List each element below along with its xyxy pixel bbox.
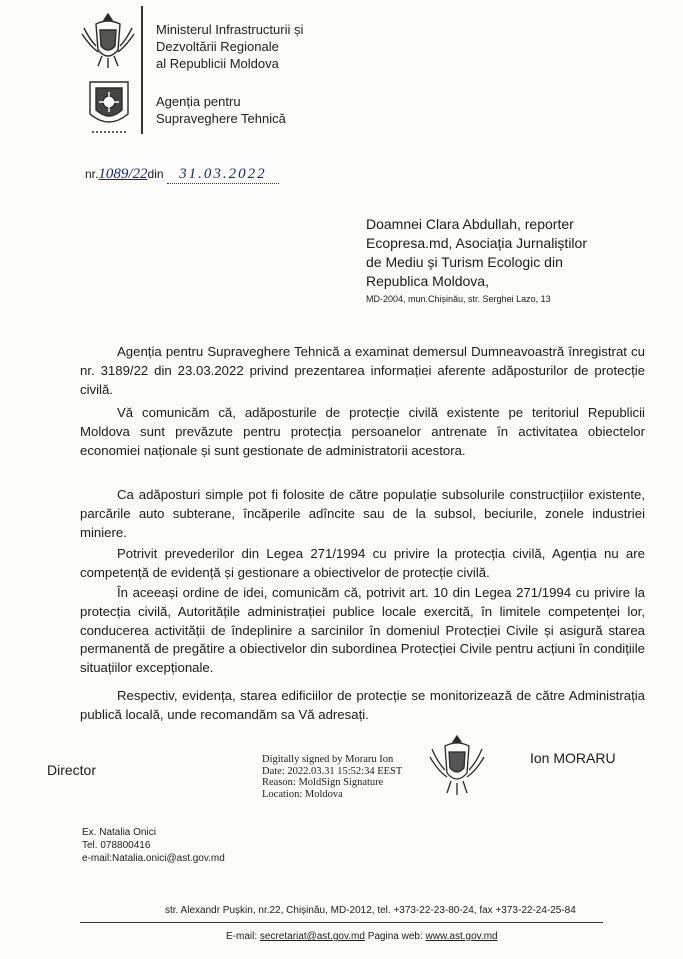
reference-date: 31.03.2022	[167, 166, 279, 184]
reference-din: din	[147, 167, 164, 181]
signature-coat-of-arms-icon	[428, 733, 486, 799]
paragraph-3	[80, 486, 645, 542]
signatory-name: Ion MORARU	[530, 750, 616, 766]
footer-email-label: E-mail:	[226, 931, 258, 942]
reference-number-value: 1089/22	[98, 166, 148, 182]
footer-contacts	[226, 931, 498, 942]
digital-signature-line-4: Location: Moldova	[262, 788, 343, 800]
reference-number	[85, 166, 279, 184]
paragraph-4	[80, 545, 645, 583]
agency-line-2: Supraveghere Tehnică	[156, 111, 286, 126]
executor-name: Ex. Natalia Onici	[82, 827, 156, 838]
executor-block	[82, 826, 225, 865]
footer-email-link[interactable]: secretariat@ast.gov.md	[259, 931, 365, 942]
paragraph-2-text: Vă comunicăm că, adăposturile de protecție civilă existente pe teritoriul Republicii Moldova sunt prevăzute pentru protecția persoanelor antrenate în activitatea obiectelor economiei naționale și sunt gestionate de administratorii acestora.	[80, 405, 645, 458]
digital-signature-block	[262, 754, 402, 800]
executor-phone: Tel. 078800416	[82, 840, 151, 851]
paragraph-6	[80, 687, 645, 725]
header-divider	[141, 6, 143, 134]
paragraph-1	[80, 343, 645, 399]
ministry-name	[156, 21, 303, 72]
recipient-line-3: de Mediu și Turism Ecologic din	[366, 254, 563, 270]
paragraph-6-text: Respectiv, evidența, starea edificiilor de protecție se monitorizează de către Administrația publică locală, unde recomandăm sa Vă adresați.	[80, 688, 645, 722]
paragraph-3-text: Ca adăposturi simple pot fi folosite de către populație subsolurile construcțiilor existente, parcările auto subterane, încăperile adîncite sau de la subsol, beciurile, zonele industriei miniere.	[80, 487, 645, 540]
footer-address: str. Alexandr Pușkin, nr.22, Chișinău, MD-2012, tel. +373-22-23-80-24, fax +373-22-24-25-84	[165, 905, 576, 916]
recipient-block	[366, 215, 587, 306]
footer-web-link[interactable]: www.ast.gov.md	[425, 931, 498, 942]
signatory-title: Director	[47, 762, 97, 778]
agency-line-1: Agenția pentru	[156, 94, 241, 109]
agency-name	[156, 93, 286, 127]
digital-signature-line-2: Date: 2022.03.31 15:52:34 EEST	[262, 765, 403, 777]
digital-signature-line-3: Reason: MoldSign Signature	[262, 777, 384, 788]
paragraph-4-text: Potrivit prevederilor din Legea 271/1994 cu privire la protecția civilă, Agenția nu are competență de evidență și gestionare a obiectivelor de protecție civilă.	[80, 546, 645, 580]
digital-signature-line-1: Digitally signed by Moraru Ion	[262, 754, 394, 765]
recipient-line-2: Ecopresa.md, Asociația Jurnaliștilor	[366, 235, 587, 251]
ministry-line-3: al Republicii Moldova	[156, 56, 279, 71]
paragraph-1-text: Agenția pentru Supraveghere Tehnică a examinat demersul Dumneavoastră înregistrat cu nr. 3189/22 din 23.03.2022 privind prezentarea informației aferente adăposturilor de protecție civilă.	[80, 344, 645, 397]
paragraph-5	[80, 584, 645, 678]
ministry-line-1: Ministerul Infrastructurii și	[156, 22, 304, 37]
reference-prefix: nr.	[85, 167, 99, 181]
moldova-coat-of-arms-icon	[80, 10, 136, 72]
footer-divider	[80, 922, 603, 923]
paragraph-5-text: În aceeași ordine de idei, comunicăm că, potrivit art. 10 din Legea 271/1994 cu privire la protecția civilă, Autoritățile administrației publice locale exercită, în limitele competenței lor, conducerea activității de îndeplinire a sarcinilor în domeniul Protecției Civile și asigură starea permanentă de pregătire a obiectivelor din subordinea Protecției Civile pentru acțiuni în condițiile situațiilor excepționale.	[80, 585, 645, 676]
paragraph-2	[80, 404, 645, 460]
executor-email: e-mail:Natalia.onici@ast.gov.md	[82, 853, 225, 864]
footer-web-label: Pagina web:	[367, 931, 423, 942]
agency-emblem-icon	[84, 78, 134, 138]
recipient-line-1: Doamnei Clara Abdullah, reporter	[366, 216, 574, 232]
ministry-line-2: Dezvoltării Regionale	[156, 39, 279, 54]
recipient-address: MD-2004, mun.Chișinău, str. Serghei Lazo, 13	[366, 294, 551, 304]
recipient-line-4: Republica Moldova,	[366, 273, 489, 289]
